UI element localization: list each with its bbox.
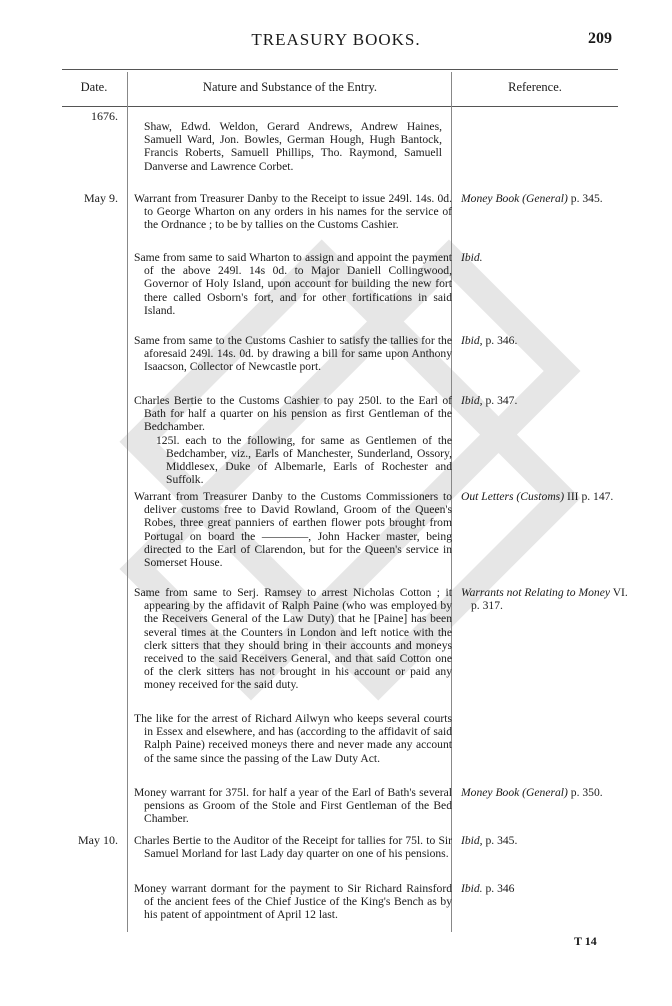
column-divider (127, 72, 128, 932)
table-top-rule (62, 69, 618, 70)
entry-text: The like for the arrest of Richard Ailwyn who keeps several courts in Essex and elsewhere, and has (according to the affidavit of said Ralph Paine) received moneys there and never made any account of the same since the passing of the Law Duty Act. (134, 712, 452, 765)
reference-source: Ibid. (461, 882, 483, 895)
column-header-nature: Nature and Substance of the Entry. (202, 80, 378, 94)
reference-source: Money Book (General) (461, 786, 568, 799)
reference-source: Money Book (General) (461, 192, 568, 205)
entry-date: May 9. (84, 191, 118, 205)
reference-source: Ibid, (461, 834, 483, 847)
entry-reference (461, 490, 631, 503)
column-header-reference: Reference. (508, 80, 562, 94)
entry-reference (461, 586, 631, 612)
entry-reference (461, 834, 631, 847)
reference-page: p. 345. (482, 834, 518, 847)
reference-source: Ibid. (461, 251, 483, 264)
entry-reference (461, 192, 631, 205)
entry-reference (461, 251, 631, 264)
entry-date: May 10. (78, 833, 118, 847)
reference-source: Ibid, (461, 334, 483, 347)
entry-text: Charles Bertie to the Auditor of the Receipt for tallies for 75l. to Sir Samuel Morland for last Lady day quarter on one of his pensions. (134, 834, 452, 861)
reference-page: p. 350. (567, 786, 603, 799)
entry-reference (461, 882, 631, 895)
entry-text: Money warrant dormant for the payment to Sir Richard Rainsford of the ancient fees of the Chief Justice of the King's Bench as by his patent of appointment of April 12 last. (134, 882, 452, 922)
page-number: 209 (588, 30, 612, 47)
entry-text: Money warrant for 375l. for half a year of the Earl of Bath's several pensions as Groom of the Stole and First Gentleman of the Bed Chamber. (134, 786, 452, 826)
entry-text: Same from same to the Customs Cashier to satisfy the tallies for the aforesaid 249l. 14s. 0d. by drawing a bill for same upon Anthony Isaacson, Collector of Newcastle port. (134, 334, 452, 374)
entry-text: Warrant from Treasurer Danby to the Receipt to issue 249l. 14s. 0d. to George Wharton on any orders in his names for the service of the Ordnance ; to be by tallies on the Customs Cashier. (134, 192, 452, 232)
reference-page: p. 347. (482, 394, 518, 407)
entry-main-text: Charles Bertie to the Customs Cashier to pay 250l. to the Earl of Bath for half a quarter on his pension as first Gentleman of the Bedchamber. (134, 394, 452, 434)
reference-source: Out Letters (Customs) (461, 490, 565, 503)
entry-text: Same from same to Serj. Ramsey to arrest Nicholas Cotton ; it appearing by the affidavit of Ralph Paine (who was employed by the Receivers General of the Law Duty) that he [Paine] has been several times at the Counters in London and left notice with the clerk sitters that they should bring in their accounts and moneys received to the said Receivers General, and that said Cotton one of the clerk sitters has not brought in his account or paid any money received for the said duty. (134, 586, 452, 692)
entry-text: Warrant from Treasurer Danby to the Customs Commissioners to deliver customs free to David Rowland, Groom of the Queen's Robes, three great panniers of earthen flower pots brought from Portugal on board the ————, John Hacker master, being directed to the Earl of Clarendon, but for the Queen's service in Somerset House. (134, 490, 452, 570)
reference-source: Warrants not Relating to Money (461, 586, 610, 599)
reference-page: p. 345. (567, 192, 603, 205)
entry-text (134, 394, 452, 486)
entry-text: Same from same to said Wharton to assign and appoint the payment of the above 249l. 14s 0d. to Major Daniell Collingwood, Governor of Holy Island, upon account for building the new fort there called Osborn's fort, and for other fortifications in said Island. (134, 251, 452, 317)
entry-text: Shaw, Edwd. Weldon, Gerard Andrews, Andrew Haines, Samuell Ward, Jon. Bowles, German Hough, Hugh Bantock, Francis Roberts, Samuell Phillips, Tho. Raymond, Samuell Danverse and Lawrence Corbet. (144, 120, 442, 173)
reference-source: Ibid, (461, 394, 483, 407)
entry-sub-text: 125l. each to the following, for same as Gentlemen of the Bedchamber, viz., Earls of Manchester, Sunderland, Ossory, Middlesex, Duke of Albemarle, Earls of Rochester and Suffolk. (156, 433, 452, 487)
reference-page: III p. 147. (564, 490, 614, 503)
entry-reference (461, 786, 631, 799)
running-head (0, 30, 672, 52)
reference-page: VI. p. 317. (471, 586, 628, 613)
entry-date: 1676. (91, 109, 118, 123)
column-header-date: Date. (80, 80, 108, 94)
reference-page: p. 346. (482, 334, 518, 347)
reference-page: p. 346 (482, 882, 515, 895)
table-header-rule (62, 106, 618, 107)
entry-reference (461, 334, 631, 347)
signature-mark: T 14 (574, 934, 597, 948)
running-title: TREASURY BOOKS. (251, 30, 421, 49)
entry-reference (461, 394, 631, 407)
